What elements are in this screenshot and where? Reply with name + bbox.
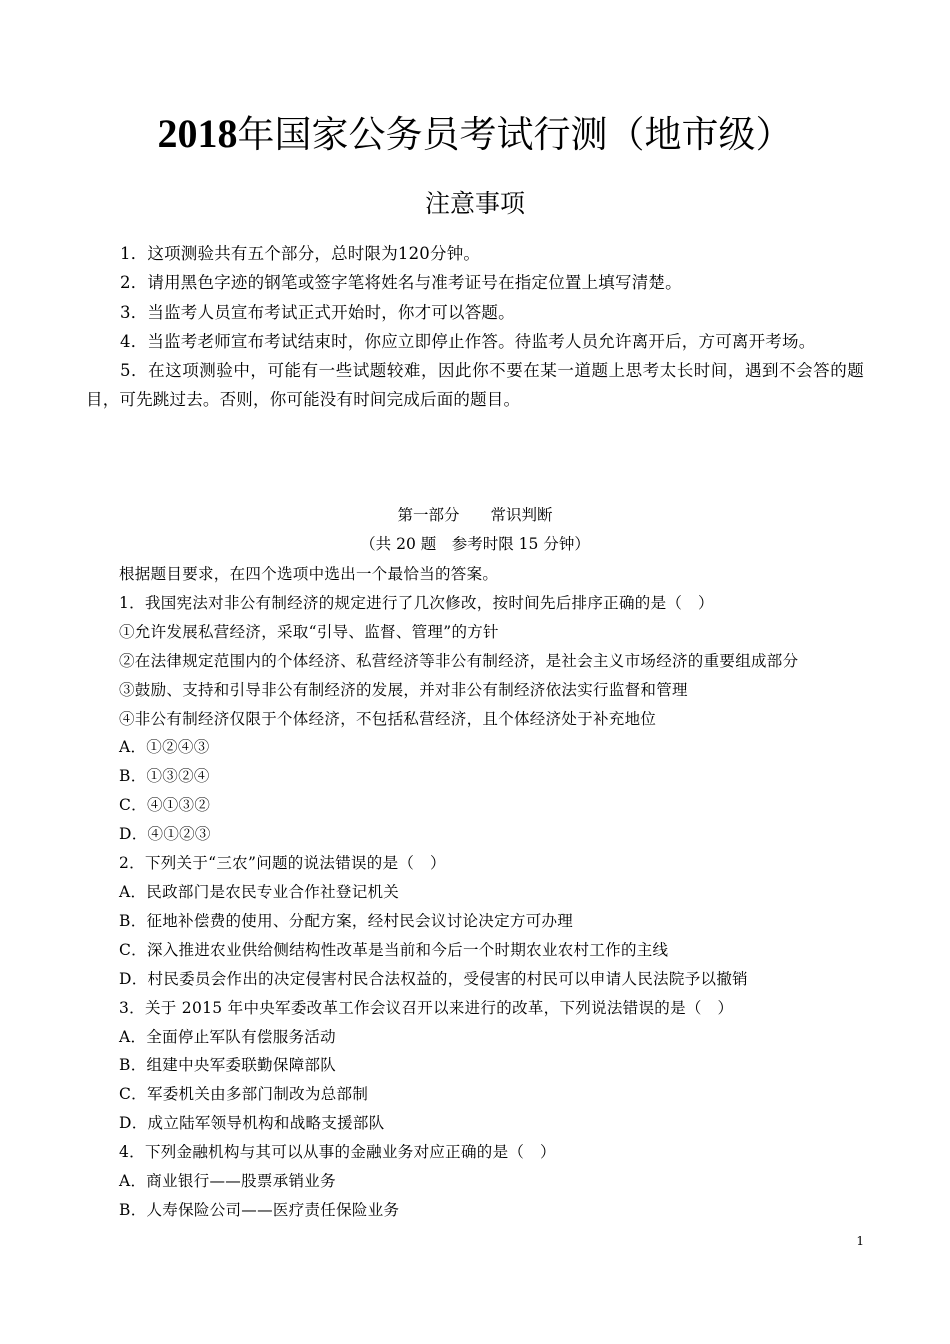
statement-line: ④非公有制经济仅限于个体经济，不包括私营经济，且个体经济处于补充地位 xyxy=(119,709,657,728)
answer-option: C．④①③② xyxy=(119,796,211,815)
question-stem: 1．我国宪法对非公有制经济的规定进行了几次修改，按时间先后排序正确的是（ ） xyxy=(119,593,714,612)
question-stem: 2．下列关于“三农”问题的说法错误的是（ ） xyxy=(119,854,446,873)
statement-line: ②在法律规定范围内的个体经济、私营经济等非公有制经济，是社会主义市场经济的重要组成部分 xyxy=(119,651,799,670)
notice-item: 2．请用黑色字迹的钢笔或签字笔将姓名与准考证号在指定位置上填写清楚。 xyxy=(120,273,682,293)
section-title: 第一部分 常识判断 xyxy=(397,506,553,524)
answer-option: D．成立陆军领导机构和战略支援部队 xyxy=(119,1114,385,1133)
question-list xyxy=(119,560,879,1225)
answer-option: C．军委机关由多部门制改为总部制 xyxy=(119,1085,369,1104)
answer-option: B．征地补偿费的使用、分配方案，经村民会议讨论决定方可办理 xyxy=(119,911,574,930)
page-number: 1 xyxy=(856,1234,864,1248)
answer-option: A．商业银行——股票承销业务 xyxy=(119,1172,336,1191)
notice-list xyxy=(86,239,864,415)
answer-option: A．民政部门是农民专业合作社登记机关 xyxy=(119,882,400,901)
notice-item: 5．在这项测验中，可能有一些试题较难，因此你不要在某一道题上思考太长时间，遇到不会答的题目，可先跳过去。否则，你可能没有时间完成后面的题目。 xyxy=(86,361,864,410)
title-year: 2018 xyxy=(157,111,238,156)
answer-option: C．深入推进农业供给侧结构性改革是当前和今后一个时期农业农村工作的主线 xyxy=(119,940,669,959)
section-subtitle: （共 20 题 参考时限 15 分钟） xyxy=(360,535,590,553)
notice-item: 4．当监考老师宣布考试结束时，你应立即停止作答。待监考人员允许离开后，方可离开考场。 xyxy=(120,331,816,351)
answer-option: A．全面停止军队有偿服务活动 xyxy=(119,1027,336,1046)
answer-option: D．村民委员会作出的决定侵害村民合法权益的，受侵害的村民可以申请人民法院予以撤销 xyxy=(119,969,748,988)
answer-option: B．人寿保险公司——医疗责任保险业务 xyxy=(119,1200,400,1219)
question-stem: 3．关于 2015 年中央军委改革工作会议召开以来进行的改革，下列说法错误的是（ ） xyxy=(119,998,734,1017)
question-stem: 4．下列金融机构与其可以从事的金融业务对应正确的是（ ） xyxy=(119,1143,556,1162)
notice-item: 3．当监考人员宣布考试正式开始时，你才可以答题。 xyxy=(120,302,515,322)
answer-option: A．①②④③ xyxy=(119,738,210,757)
answer-option: B．组建中央军委联勤保障部队 xyxy=(119,1056,337,1075)
notice-item: 1．这项测验共有五个部分，总时限为120分钟。 xyxy=(120,244,481,263)
answer-option: B．①③②④ xyxy=(119,767,210,786)
statement-line: ③鼓励、支持和引导非公有制经济的发展，并对非公有制经济依法实行监督和管理 xyxy=(119,680,688,699)
title-text: 年国家公务员考试行测（地市级） xyxy=(237,113,793,156)
page-title xyxy=(0,108,950,161)
statement-line: ①允许发展私营经济，采取“引导、监督、管理”的方针 xyxy=(119,622,499,641)
notice-heading: 注意事项 xyxy=(424,189,525,218)
instruction-line: 根据题目要求，在四个选项中选出一个最恰当的答案。 xyxy=(119,565,499,583)
answer-option: D．④①②③ xyxy=(119,825,211,844)
